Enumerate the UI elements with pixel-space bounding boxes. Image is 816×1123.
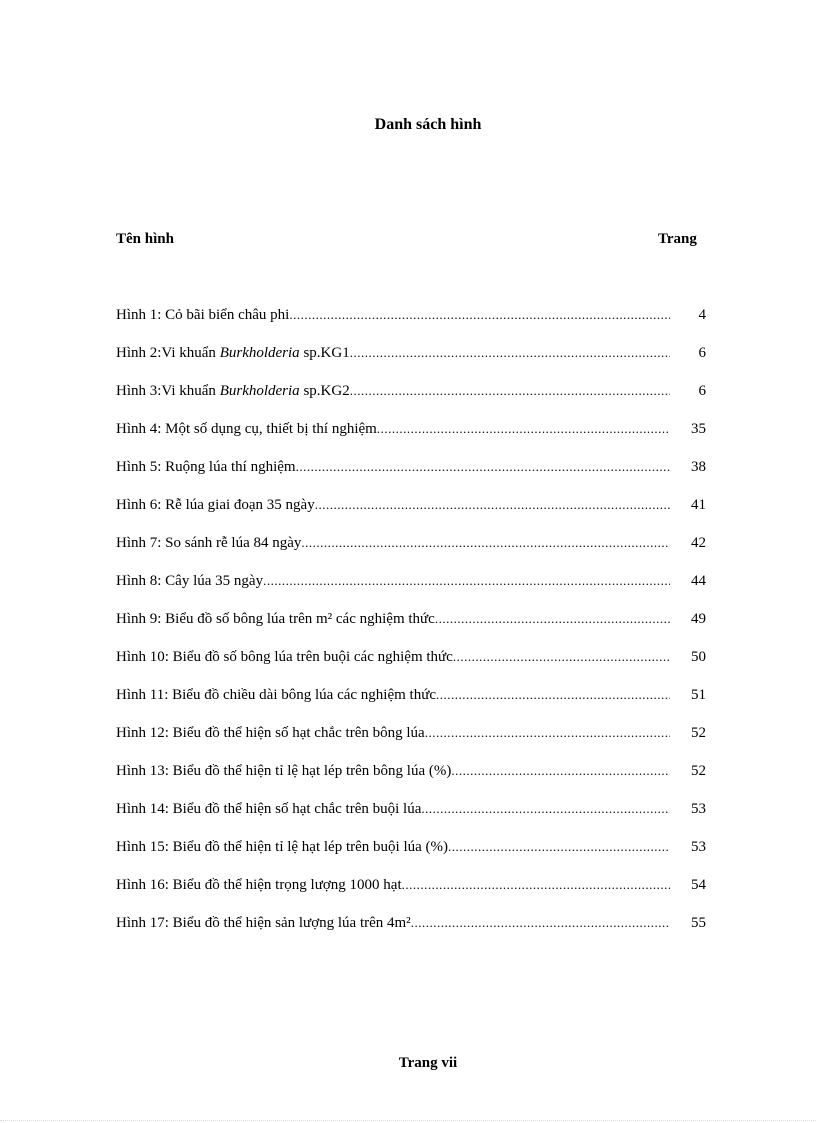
figure-list-item[interactable] [116,381,706,419]
figure-page-number: 55 [691,915,706,931]
figure-label-prefix: Hình 2:Vi khuẩn [116,345,220,361]
figure-list-item[interactable] [116,875,706,913]
figure-label [116,533,301,553]
figure-page-number: 49 [691,611,706,627]
figure-label [116,419,377,439]
figure-list-item[interactable] [116,799,706,837]
figure-page-number: 52 [691,725,706,741]
figure-label-prefix: Hình 8: Cây lúa 35 ngày [116,573,264,589]
figure-label [116,761,451,781]
dot-leader [421,799,670,819]
figure-label-italic: Burkholderia [219,383,300,399]
figure-label [116,609,435,629]
figure-label-prefix: Hình 7: So sánh rễ lúa 84 ngày [116,535,302,551]
figure-entry [116,799,670,819]
figure-entry [116,495,670,515]
figure-label-prefix: Hình 3:Vi khuẩn [116,383,220,399]
dot-leader [301,533,670,553]
dot-leader [402,875,670,895]
figure-entry [116,609,670,629]
dot-leader [435,609,670,629]
figure-label [116,343,350,363]
figure-label [116,685,436,705]
figure-page-number: 51 [691,687,706,703]
figure-entry [116,457,670,477]
dot-leader [350,381,670,401]
dot-leader [289,305,670,325]
dot-leader [350,343,670,363]
figure-page-number: 41 [691,497,706,513]
figure-list-item[interactable] [116,685,706,723]
figure-entry [116,761,670,781]
figure-entry [116,533,670,553]
figure-label-prefix: Hình 14: Biểu đồ thể hiện số hạt chắc trên buội lúa [116,801,422,817]
figure-label [116,571,263,591]
dot-leader [296,457,670,477]
figure-list-item[interactable] [116,571,706,609]
figure-list-item[interactable] [116,761,706,799]
figure-page-number: 52 [691,763,706,779]
dot-leader [451,761,670,781]
figure-label-italic: Burkholderia [219,345,300,361]
figure-page-number: 42 [691,535,706,551]
figure-entry [116,647,670,667]
figure-label [116,647,453,667]
figure-page-number: 6 [698,345,706,361]
page-bottom-divider [0,1120,816,1121]
figure-page-number: 4 [698,307,706,323]
figure-list-item[interactable] [116,723,706,761]
figure-label-suffix: sp.KG2 [299,383,350,399]
dot-leader [436,685,670,705]
figure-list-item[interactable] [116,647,706,685]
figure-label-prefix: Hình 16: Biểu đồ thể hiện trọng lượng 1000 hạt [116,877,402,893]
dot-leader [411,913,670,933]
figure-label-prefix: Hình 9: Biểu đồ số bông lúa trên m² các nghiệm thức [116,611,435,627]
figure-label [116,913,411,933]
figure-label-prefix: Hình 6: Rễ lúa giai đoạn 35 ngày [116,497,315,513]
figure-page-number: 53 [691,839,706,855]
figure-list-item[interactable] [116,495,706,533]
figure-entry [116,837,670,857]
figure-label-suffix: sp.KG1 [299,345,350,361]
figure-label [116,837,448,857]
figure-page-number: 54 [691,877,706,893]
figure-entry [116,381,670,401]
figure-page-number: 53 [691,801,706,817]
figure-page-number: 38 [691,459,706,475]
figure-label-prefix: Hình 13: Biểu đồ thể hiện tỉ lệ hạt lép trên bông lúa (%) [116,763,452,779]
dot-leader [425,723,670,743]
figure-page-number: 35 [691,421,706,437]
dot-leader [315,495,670,515]
page-title: Danh sách hình [374,116,482,133]
figure-label [116,457,296,477]
figure-label [116,381,350,401]
figure-label-prefix: Hình 12: Biểu đồ thể hiện số hạt chắc trên bông lúa [116,725,425,741]
figure-entry [116,305,670,325]
dot-leader [448,837,670,857]
figure-list [116,305,706,951]
figure-entry [116,571,670,591]
figure-page-number: 50 [691,649,706,665]
figure-label [116,723,425,743]
figure-label [116,495,315,515]
page-footer: Trang vii [398,1055,458,1071]
figure-label-prefix: Hình 17: Biểu đồ thể hiện sản lượng lúa trên 4m² [116,915,411,931]
figure-list-item[interactable] [116,837,706,875]
figure-entry [116,343,670,363]
figure-list-item[interactable] [116,457,706,495]
column-header-figure-name: Tên hình [116,231,174,247]
figure-list-item[interactable] [116,419,706,457]
figure-entry [116,913,670,933]
figure-page-number: 6 [698,383,706,399]
dot-leader [453,647,670,667]
figure-entry [116,875,670,895]
figure-list-item[interactable] [116,609,706,647]
figure-entry [116,723,670,743]
figure-page-number: 44 [691,573,706,589]
figure-label-prefix: Hình 5: Ruộng lúa thí nghiệm [116,459,296,475]
figure-label [116,305,289,325]
figure-label [116,875,402,895]
figure-entry [116,685,670,705]
figure-label-prefix: Hình 4: Một số dụng cụ, thiết bị thí nghiệm [116,421,377,437]
figure-label-prefix: Hình 10: Biểu đồ số bông lúa trên buội các nghiệm thức [116,649,453,665]
figure-label [116,799,421,819]
dot-leader [377,419,670,439]
figure-list-item[interactable] [116,533,706,571]
column-header-page: Trang [658,231,697,247]
figure-label-prefix: Hình 15: Biểu đồ thể hiện tỉ lệ hạt lép trên buội lúa (%) [116,839,449,855]
figure-entry [116,419,670,439]
figure-list-item[interactable] [116,913,706,951]
figure-list-item[interactable] [116,343,706,381]
figure-label-prefix: Hình 1: Cỏ bãi biển châu phi [116,307,290,323]
figure-label-prefix: Hình 11: Biểu đồ chiều dài bông lúa các nghiệm thức [116,687,436,703]
dot-leader [263,571,670,591]
figure-list-item[interactable] [116,305,706,343]
